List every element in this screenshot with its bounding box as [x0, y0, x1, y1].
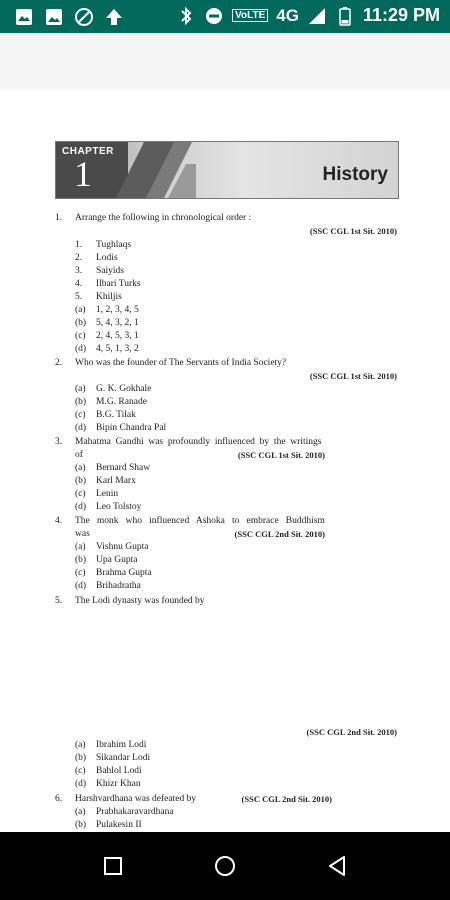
option-key: (d)	[75, 581, 87, 591]
option-key: (c)	[75, 489, 86, 499]
option-key: (c)	[75, 766, 86, 776]
q3-text-cont: of	[75, 450, 83, 460]
recents-icon	[103, 856, 123, 876]
q6-source: (SSC CGL 2nd Sit. 2010)	[241, 794, 332, 804]
option-text: 1, 2, 3, 4, 5	[96, 305, 139, 315]
q1-number: 1.	[55, 213, 63, 223]
option-text: Brahma Gupta	[96, 568, 152, 578]
q6-number: 6.	[55, 794, 63, 804]
option-text: Sikandar Lodi	[96, 753, 151, 763]
option-text: Ibrahim Lodi	[96, 740, 147, 750]
option-text: Bahlol Lodi	[96, 766, 142, 776]
battery-icon	[335, 6, 355, 26]
q6-text: Harshvardhana was defeated by	[75, 794, 197, 804]
option-key: (b)	[75, 820, 87, 830]
q3-text: Mahatma Gandhi was profoundly influenced by the writings	[75, 437, 322, 447]
q1-item: Saiyids	[96, 266, 124, 276]
option-text: Bipin Chandra Pal	[96, 423, 167, 433]
chapter-number: 1	[74, 154, 92, 194]
back-icon	[327, 855, 347, 877]
status-bar	[0, 0, 450, 33]
option-key: (c)	[75, 410, 86, 420]
q1-item-num: 3.	[75, 266, 83, 276]
option-key: (c)	[75, 331, 86, 341]
home-icon	[213, 854, 237, 878]
chapter-title: History	[322, 164, 388, 185]
option-key: (d)	[75, 344, 87, 354]
recents-button[interactable]	[101, 854, 125, 878]
option-text: Bernard Shaw	[96, 463, 151, 473]
q5-text: The Lodi dynasty was founded by	[75, 596, 205, 606]
option-text: M.G. Ranade	[96, 397, 147, 407]
option-text: Upa Gupta	[96, 555, 138, 565]
q1-item-num: 4.	[75, 279, 83, 289]
option-text: Vishnu Gupta	[96, 542, 149, 552]
q4-source: (SSC CGL 2nd Sit. 2010)	[234, 529, 325, 539]
upload-icon	[104, 7, 124, 27]
back-button[interactable]	[325, 854, 349, 878]
volte-label: VoLTE	[232, 9, 268, 22]
option-key: (b)	[75, 397, 87, 407]
option-key: (a)	[75, 384, 86, 394]
q4-text: The monk who influenced Ashoka to embrace Buddhism	[75, 516, 325, 526]
option-text: G. K. Gokhale	[96, 384, 152, 394]
option-text: B.G. Tilak	[96, 410, 136, 420]
q4-number: 4.	[55, 516, 63, 526]
option-key: (a)	[75, 807, 86, 817]
q1-item-num: 2.	[75, 253, 83, 263]
q2-text: Who was the founder of The Servants of India Society?	[75, 358, 287, 368]
option-key: (d)	[75, 423, 87, 433]
clock: 11:29 PM	[362, 5, 440, 25]
q1-item: Tughlaqs	[96, 240, 132, 250]
q5-source: (SSC CGL 2nd Sit. 2010)	[306, 727, 397, 737]
q1-item-num: 1.	[75, 240, 83, 250]
q5-number: 5.	[55, 596, 63, 606]
option-key: (b)	[75, 318, 87, 328]
option-text: Karl Marx	[96, 476, 136, 486]
option-text: Brihadratha	[96, 581, 141, 591]
q1-item: Lodis	[96, 253, 118, 263]
option-key: (d)	[75, 502, 87, 512]
q2-number: 2.	[55, 358, 63, 368]
q1-item-num: 5.	[75, 292, 83, 302]
option-text: Khizr Khan	[96, 779, 141, 789]
option-key: (b)	[75, 753, 87, 763]
q1-item: Ilbari Turks	[96, 279, 141, 289]
signal-icon	[307, 6, 327, 26]
chapter-label: CHAPTER	[62, 146, 114, 157]
q1-source: (SSC CGL 1st Sit. 2010)	[309, 226, 397, 236]
option-text: Lenin	[96, 489, 119, 499]
option-key: (c)	[75, 568, 86, 578]
no-sync-icon	[74, 7, 94, 27]
chapter-header	[55, 141, 399, 199]
network-label: 4G	[276, 5, 299, 25]
chapter-decoration	[116, 142, 196, 198]
option-text: Leo Tolstoy	[96, 502, 142, 512]
app-toolbar	[0, 33, 450, 90]
q1-text: Arrange the following in chronological order :	[75, 213, 252, 223]
option-key: (b)	[75, 476, 87, 486]
document-page[interactable]	[0, 90, 450, 832]
option-text: 2, 4, 5, 3, 1	[96, 331, 139, 341]
gallery-icon	[44, 7, 64, 27]
q4-text-cont: was	[75, 529, 90, 539]
option-text: 4, 5, 1, 3, 2	[96, 344, 139, 354]
option-text: 5, 4, 3, 2, 1	[96, 318, 139, 328]
option-text: Pulakesin II	[96, 820, 142, 830]
q3-number: 3.	[55, 437, 63, 447]
option-key: (b)	[75, 555, 87, 565]
bluetooth-icon	[176, 6, 196, 26]
option-key: (a)	[75, 740, 86, 750]
image-icon	[14, 7, 34, 27]
q1-item: Khiljis	[96, 292, 122, 302]
q2-source: (SSC CGL 1st Sit. 2010)	[309, 371, 397, 381]
option-key: (a)	[75, 463, 86, 473]
q3-source: (SSC CGL 1st Sit. 2010)	[237, 450, 325, 460]
option-key: (d)	[75, 779, 87, 789]
option-text: Prabhakaravardhana	[96, 807, 174, 817]
option-key: (a)	[75, 542, 86, 552]
option-key: (a)	[75, 305, 86, 315]
home-button[interactable]	[213, 854, 237, 878]
dnd-icon	[204, 6, 224, 26]
navigation-bar	[0, 832, 450, 900]
